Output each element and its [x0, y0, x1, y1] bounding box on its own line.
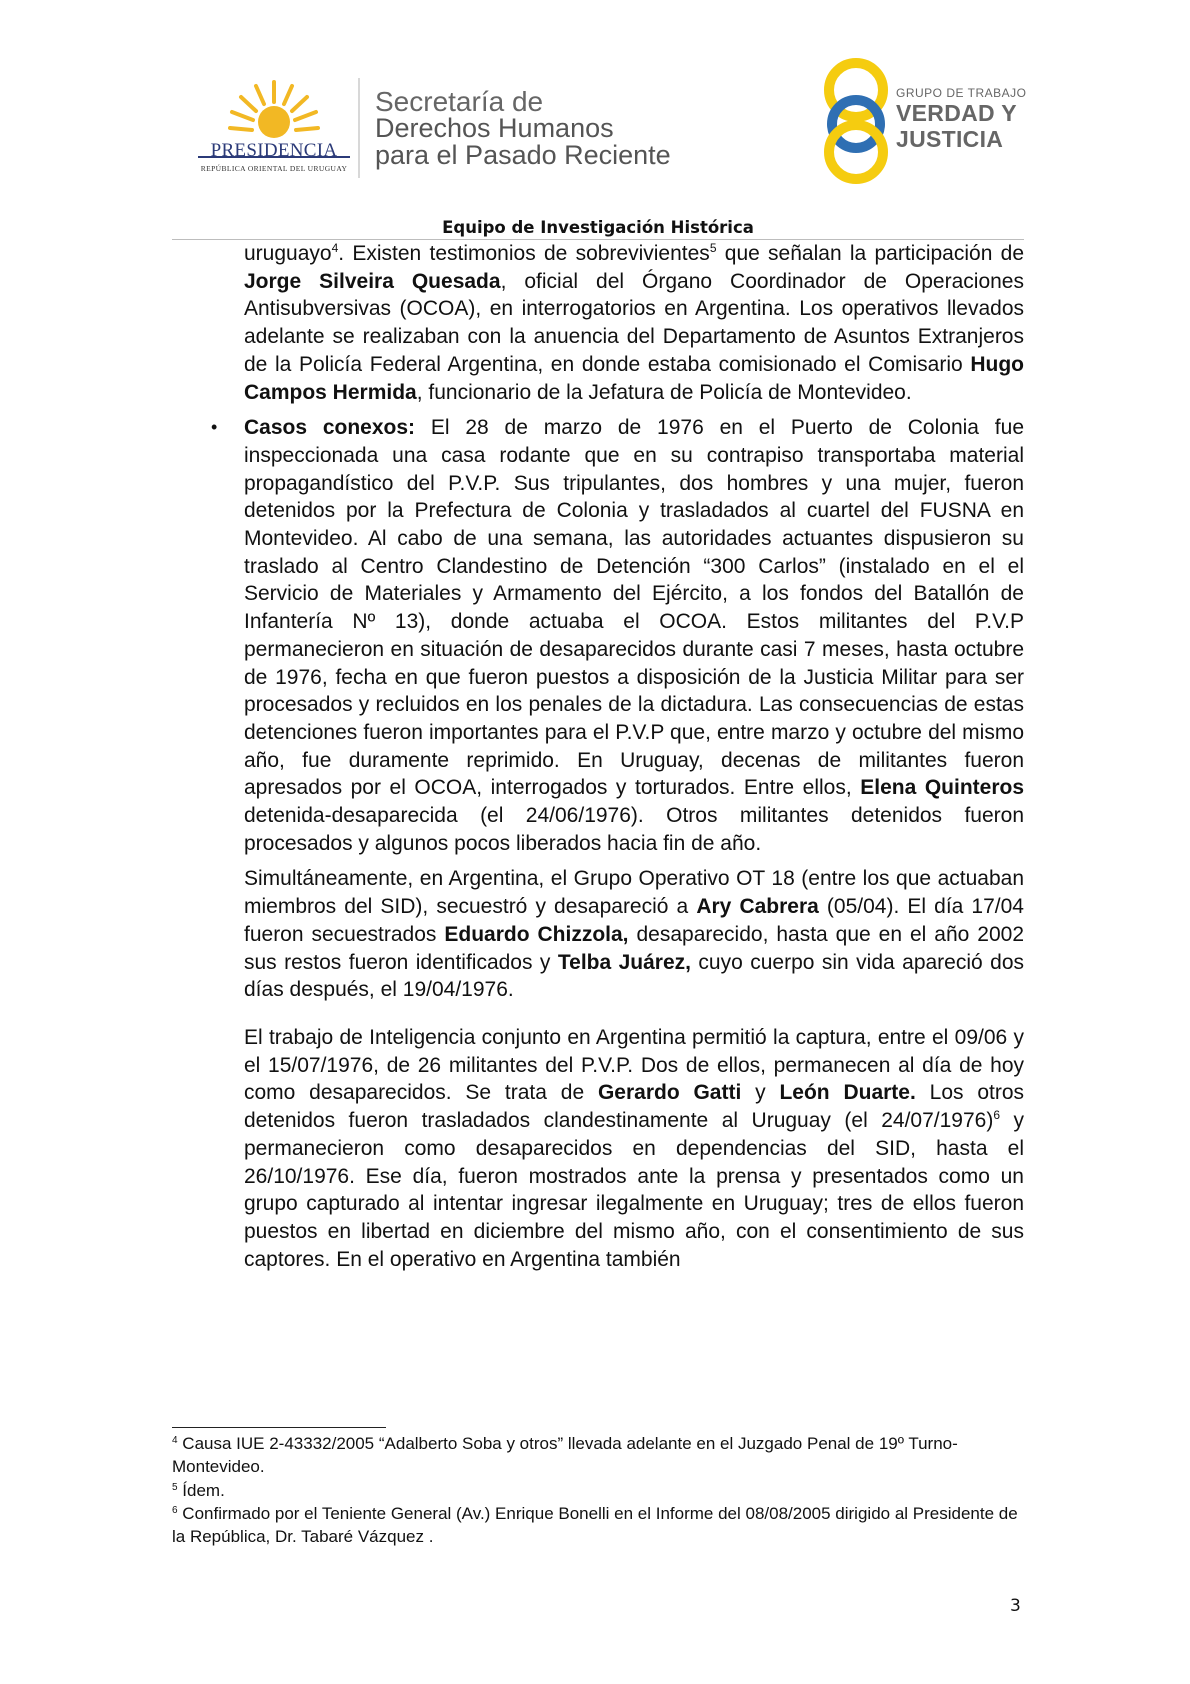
footnote-number: 4	[172, 1435, 178, 1446]
text-run: detenida-desaparecida (el 24/06/1976). Otros militantes detenidos fueron procesados y algunos pocos liberados hacia fin de año.	[244, 804, 1024, 855]
footnote-ref-4[interactable]: 4	[331, 241, 339, 255]
footnote-5	[172, 1479, 1024, 1502]
paragraph-1	[244, 240, 1024, 406]
secretaria-line1: Secretaría de	[375, 86, 544, 117]
footnote-text: Confirmado por el Teniente General (Av.) Enrique Bonelli en el Informe del 08/08/2005 dirigido al Presidente de la República, Dr. Tabaré Vázquez .	[172, 1503, 1018, 1547]
interlocked-rings-icon	[820, 56, 892, 186]
secretaria-line2: Derechos Humanos	[375, 113, 614, 143]
footnote-ref-6[interactable]: 6	[993, 1108, 1001, 1123]
text-run: desaparecido, hasta que en el año 2002 sus restos fueron identificados y	[244, 922, 1025, 974]
footnotes	[172, 1432, 1024, 1548]
gtvj-line3: JUSTICIA	[896, 126, 1004, 152]
paragraph-4	[244, 1024, 1024, 1273]
secretaria-wordmark	[375, 88, 671, 169]
secretaria-line3: para el Pasado Reciente	[375, 140, 671, 170]
grupo-trabajo-text	[896, 86, 1026, 152]
text-run: (05/04). El día 17/04 fueron secuestrados	[244, 895, 1024, 946]
text-run: y	[741, 1081, 780, 1105]
text-run: cuyo cuerpo sin vida apareció dos días después, el 19/04/1976.	[244, 950, 1024, 1002]
text-run: El trabajo de Inteligencia conjunto en Argentina permitió la captura, entre el 09/06 y el 15/07/1976, de 26 militantes del P.V.P. Dos de ellos, permanecen al día de hoy como desaparecidos. Se trata de	[244, 1025, 1024, 1105]
footnote-6	[172, 1502, 1024, 1549]
text-run: . Existen testimonios de sobrevivientes	[338, 242, 710, 265]
text-run: , funcionario de la Jefatura de Policía de Montevideo.	[416, 380, 912, 404]
bold-name: Hugo Campos Hermida	[244, 352, 1024, 404]
presidencia-logo	[198, 78, 350, 178]
text-run: Simultáneamente, en Argentina, el Grupo Operativo OT 18 (entre los que actuaban miembros del SID), secuestró y desapareció a	[244, 867, 1024, 919]
equipo-heading: Equipo de Investigación Histórica	[442, 218, 754, 237]
footnote-text: Ídem.	[177, 1480, 225, 1500]
section-label: Casos conexos:	[244, 416, 416, 440]
footnote-number: 6	[172, 1504, 178, 1516]
text-run: que señalan la participación de	[716, 242, 1025, 265]
text-run: y permanecieron como desaparecidos en dependencias del SID, hasta el 26/10/1976. Ese día, fueron mostrados ante la prensa y presentados como un grupo capturado al intentar ingresar ilegalmente en Uruguay; tres de ellos fueron puestos en libertad en diciembre del mismo año, con el consentimiento de sus captores. En el operativo en Argentina también	[244, 1109, 1024, 1271]
bullet-icon: •	[211, 417, 218, 438]
page-number: 3	[1010, 1596, 1021, 1616]
bold-name: Eduardo Chizzola,	[444, 922, 629, 946]
footnote-text: Causa IUE 2-43332/2005 “Adalberto Soba y otros” llevada adelante en el Juzgado Penal de 19º Turno-Montevideo.	[172, 1434, 958, 1477]
bold-name: Telba Juárez,	[557, 950, 691, 974]
gtvj-line1: GRUPO DE TRABAJO	[896, 86, 1027, 100]
sun-icon	[198, 78, 350, 140]
footnote-number: 5	[172, 1481, 178, 1493]
bold-name: Jorge Silveira Quesada	[244, 269, 501, 293]
footnote-4	[172, 1432, 1024, 1479]
text-run: uruguayo	[244, 242, 332, 265]
paragraph-casos-conexos	[211, 414, 1025, 857]
document-body	[211, 240, 1025, 1273]
bold-name: Ary Cabrera	[696, 895, 819, 919]
page-header	[0, 0, 1190, 240]
bold-name: León Duarte.	[779, 1081, 916, 1105]
grupo-trabajo-logo	[820, 56, 1030, 186]
text-run: El 28 de marzo de 1976 en el Puerto de Colonia fue inspeccionada una casa rodante que en su contrapiso transportaba material propagandístico del P.V.P. Sus tripulantes, dos hombres y una mujer, fueron detenidos por la Prefectura de Colonia y trasladados al cuartel del FUSNA en Montevideo. Al cabo de una semana, las autoridades actuantes dispusieron su traslado al Centro Clandestino de Detención “300 Carlos” (instalado en el el Servicio de Materiales y Armamento del Ejército, a los fondos del Batallón de Infantería Nº 13), donde actuaba el OCOA. Estos militantes del P.V.P permanecieron en situación de desaparecidos durante casi 7 meses, hasta octubre de 1976, fecha en que fueron puestos a disposición de la Justicia Militar para ser procesados y recluidos en los penales de la dictadura. Las consecuencias de estas detenciones fueron importantes para el P.V.P que, entre marzo y octubre del mismo año, fue duramente reprimido. En Uruguay, decenas de militantes fueron apresados por el OCOA, interrogados y torturados. Entre ellos,	[244, 416, 1024, 800]
header-divider	[358, 78, 360, 178]
paragraph-3	[244, 865, 1024, 1004]
footnote-ref-5[interactable]: 5	[709, 241, 717, 255]
text-run: , oficial del Órgano Coordinador de Operaciones Antisubversivas (OCOA), en interrogatorios en Argentina. Los operativos llevados adelante se realizaban con la anuencia del Departamento de Asuntos Extranjeros de la Policía Federal Argentina, en donde estaba comisionado el Comisario	[244, 269, 1024, 376]
bold-name: Gerardo Gatti	[597, 1081, 742, 1105]
bold-name: Elena Quinteros	[860, 776, 1025, 800]
presidencia-subtitle: REPÚBLICA ORIENTAL DEL URUGUAY	[200, 164, 348, 173]
text-run: Los otros detenidos fueron trasladados clandestinamente al Uruguay (el 24/07/1976)	[244, 1081, 1025, 1133]
gtvj-line2: VERDAD Y	[896, 100, 1017, 126]
presidencia-name: PRESIDENCIA	[210, 140, 338, 161]
footnote-separator	[172, 1427, 386, 1428]
